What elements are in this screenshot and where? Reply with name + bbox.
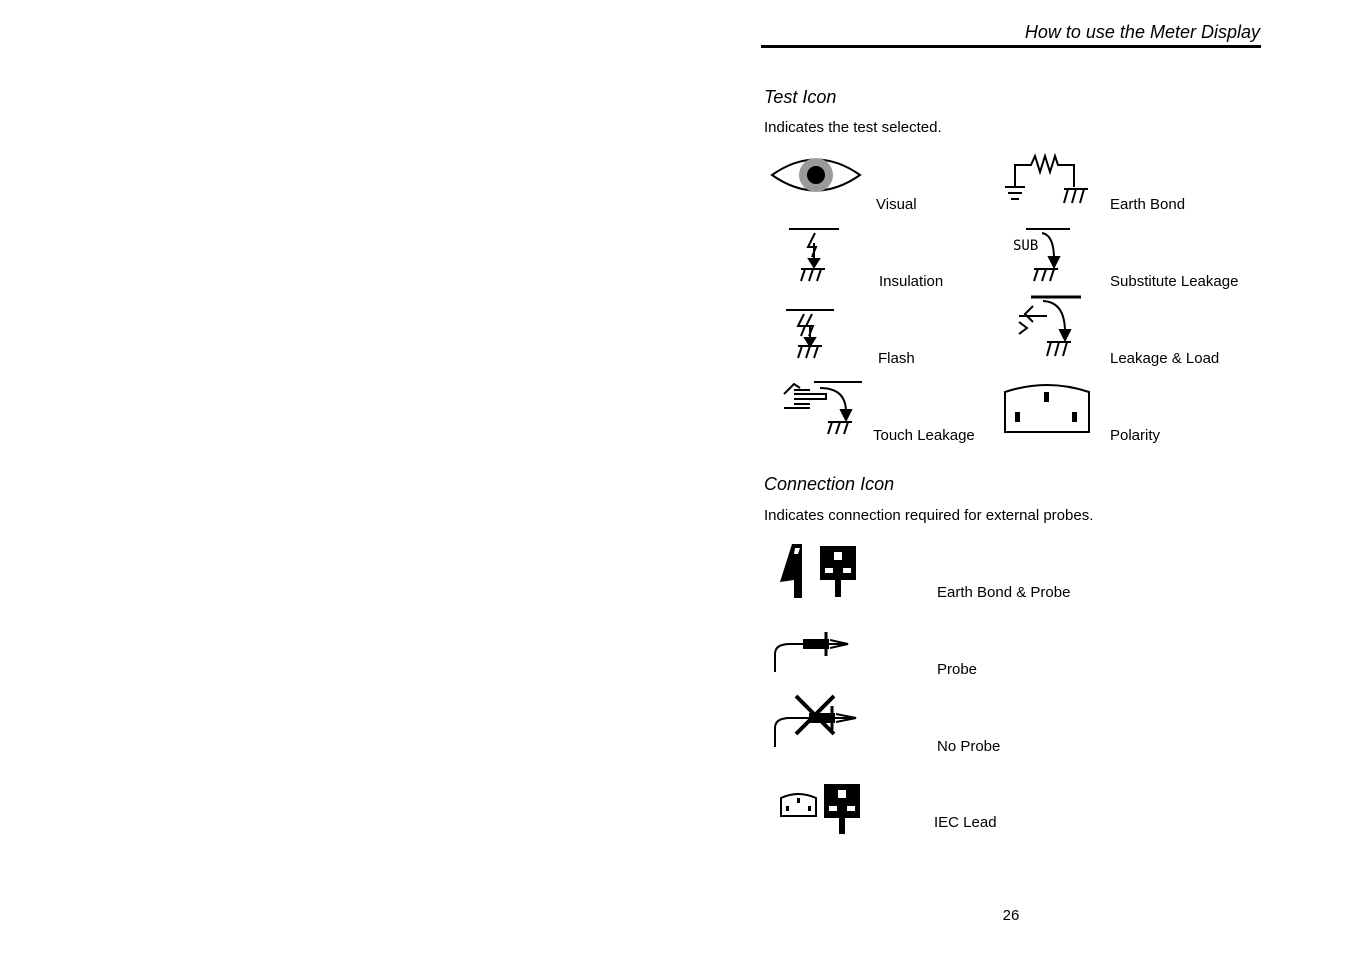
page-number: 26 xyxy=(1002,907,1020,924)
label-no-probe: No Probe xyxy=(937,738,1001,755)
clip-and-plug-icon xyxy=(776,540,860,600)
leakage-load-icon xyxy=(1013,294,1085,360)
substitute-leakage-icon xyxy=(1008,225,1074,285)
label-touch-leakage: Touch Leakage xyxy=(873,427,975,444)
no-probe-icon xyxy=(770,692,860,750)
connection-icon-description: Indicates connection required for external probes. xyxy=(764,507,1094,524)
label-earth-bond-probe: Earth Bond & Probe xyxy=(937,584,1071,601)
eye-icon xyxy=(770,152,862,198)
label-flash: Flash xyxy=(878,350,915,367)
test-icon-description: Indicates the test selected. xyxy=(764,119,942,136)
sub-icon-text: SUB xyxy=(1013,238,1039,254)
test-icon-title: Test Icon xyxy=(764,87,837,107)
label-polarity: Polarity xyxy=(1110,427,1161,444)
probe-icon xyxy=(770,628,852,674)
insulation-icon xyxy=(785,225,843,285)
flash-icon xyxy=(784,306,838,364)
label-insulation: Insulation xyxy=(879,273,944,290)
label-earth-bond: Earth Bond xyxy=(1110,196,1186,213)
label-leakage-load: Leakage & Load xyxy=(1110,350,1220,367)
label-substitute-leakage: Substitute Leakage xyxy=(1110,273,1239,290)
earth-bond-icon xyxy=(1003,153,1095,209)
connection-icon-title: Connection Icon xyxy=(764,474,895,494)
polarity-icon xyxy=(1003,380,1091,436)
label-probe: Probe xyxy=(937,661,978,678)
touch-leakage-icon xyxy=(780,378,866,438)
label-iec-lead: IEC Lead xyxy=(934,814,997,831)
label-visual: Visual xyxy=(876,196,917,213)
header-title: How to use the Meter Display xyxy=(1024,22,1260,42)
iec-lead-icon xyxy=(778,782,862,836)
header-rule xyxy=(761,45,1261,48)
